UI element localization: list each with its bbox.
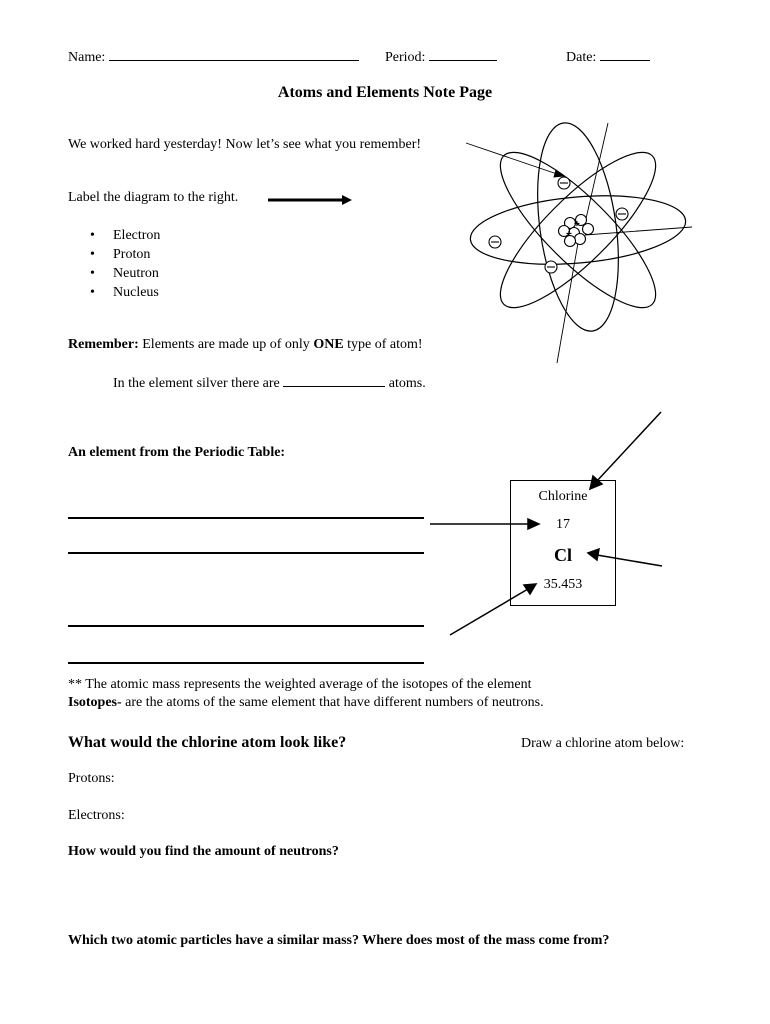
silver-text-before: In the element silver there are [113, 376, 280, 391]
periodic-heading: An element from the Periodic Table: [68, 445, 286, 460]
list-item: • Neutron [68, 264, 160, 283]
draw-prompt: Draw a chlorine atom below: [521, 736, 685, 751]
silver-text-after: atoms. [388, 376, 426, 391]
electrons-label: Electrons: [68, 808, 125, 823]
remember-text-2: type of atom! [343, 337, 423, 352]
list-item: • Nucleus [68, 283, 160, 302]
element-number: 17 [556, 517, 570, 532]
date-label: Date: [566, 50, 597, 65]
protons-label: Protons: [68, 771, 115, 786]
name-label: Name: [68, 50, 106, 65]
isotopes-label: Isotopes- [68, 695, 122, 710]
intro-text: We worked hard yesterday! Now let’s see what you remember! [68, 137, 422, 152]
isotopes-definition [68, 695, 544, 711]
chlorine-question: What would the chlorine atom look like? [68, 734, 347, 751]
period-label: Period: [385, 50, 426, 65]
remember-text-1: Elements are made up of only [138, 337, 314, 352]
element-symbol: Cl [554, 545, 572, 565]
list-item: • Proton [68, 245, 160, 264]
neutrons-question: How would you find the amount of neutrons? [68, 844, 339, 859]
svg-text:+: + [574, 219, 580, 230]
page-title: Atoms and Elements Note Page [277, 84, 493, 101]
mass-question: Which two atomic particles have a similar mass? Where does most of the mass come from? [68, 933, 610, 948]
element-mass: 35.453 [543, 577, 583, 592]
atomic-mass-note: ** The atomic mass represents the weighted average of the isotopes of the element [68, 677, 532, 692]
element-name: Chlorine [538, 489, 588, 504]
list-item: • Electron [68, 226, 160, 245]
label-instruction: Label the diagram to the right. [68, 190, 239, 205]
isotopes-text: are the atoms of the same element that have different numbers of neutrons. [121, 695, 544, 710]
remember-one: ONE [313, 337, 344, 352]
remember-label: Remember: [68, 337, 139, 352]
svg-text:+: + [566, 229, 572, 240]
